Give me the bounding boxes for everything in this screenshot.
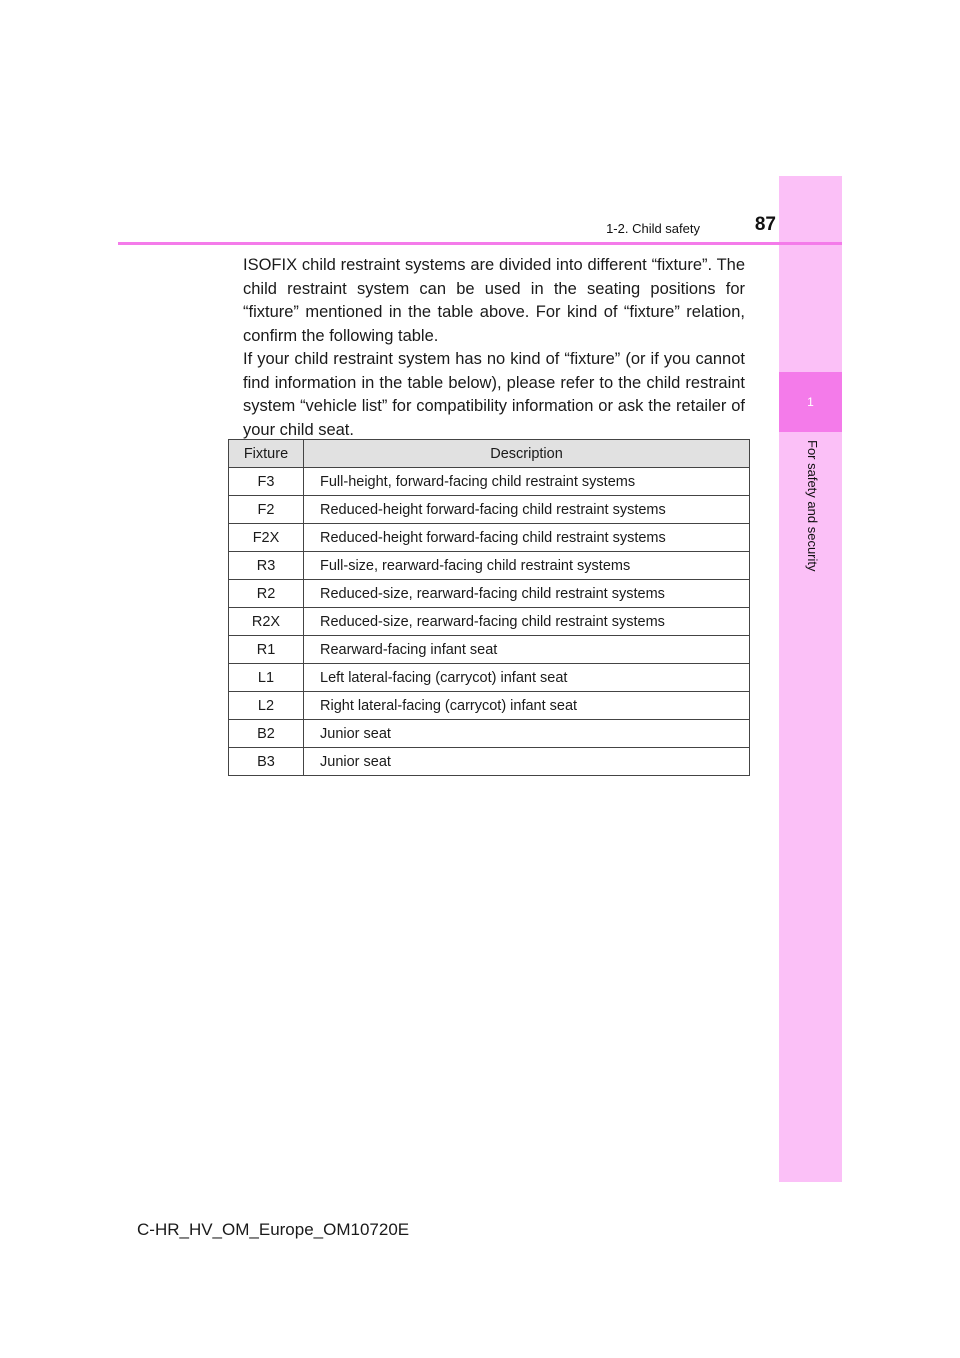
description-cell: Left lateral-facing (carrycot) infant seat [304, 664, 750, 692]
fixture-cell: L2 [229, 692, 304, 720]
fixture-cell: B2 [229, 720, 304, 748]
table-row [229, 524, 750, 552]
description-cell: Reduced-height forward-facing child restraint systems [304, 524, 750, 552]
description-cell: Right lateral-facing (carrycot) infant seat [304, 692, 750, 720]
description-cell: Reduced-height forward-facing child restraint systems [304, 496, 750, 524]
fixture-cell: R2 [229, 580, 304, 608]
footer-document-id: C-HR_HV_OM_Europe_OM10720E [137, 1220, 410, 1239]
description-cell: Reduced-size, rearward-facing child restraint systems [304, 580, 750, 608]
fixture-cell: F2 [229, 496, 304, 524]
fixture-cell: L1 [229, 664, 304, 692]
table-row [229, 580, 750, 608]
paragraph: ISOFIX child restraint systems are divided into different “fixture”. The child restraint system can be used in the seating positions for “fixture” mentioned in the table above. For kind of “fixture” relation, confirm the following table. [243, 256, 745, 345]
column-header-fixture: Fixture [229, 440, 304, 468]
paragraph: If your child restraint system has no kind of “fixture” (or if you cannot find information in the table below), please refer to the child restraint system “vehicle list” for compatibility information or ask the retailer of your child seat. [243, 350, 745, 439]
description-cell: Rearward-facing infant seat [304, 636, 750, 664]
description-cell: Reduced-size, rearward-facing child restraint systems [304, 608, 750, 636]
fixture-cell: R3 [229, 552, 304, 580]
description-cell: Junior seat [304, 720, 750, 748]
table-row [229, 748, 750, 776]
fixture-cell: R1 [229, 636, 304, 664]
fixture-cell: F2X [229, 524, 304, 552]
fixture-cell: R2X [229, 608, 304, 636]
table-row [229, 720, 750, 748]
chapter-side-tab [779, 176, 842, 1182]
description-cell: Full-size, rearward-facing child restraint systems [304, 552, 750, 580]
description-cell: Junior seat [304, 748, 750, 776]
table-row [229, 608, 750, 636]
fixture-cell: B3 [229, 748, 304, 776]
column-header-description: Description [304, 440, 750, 468]
fixture-table [228, 439, 750, 776]
page-number: 87 [754, 214, 776, 235]
table-row [229, 468, 750, 496]
table-row [229, 552, 750, 580]
body-text [243, 254, 745, 442]
table-header-row [229, 440, 750, 468]
description-cell: Full-height, forward-facing child restraint systems [304, 468, 750, 496]
table-row [229, 664, 750, 692]
section-title: 1-2. Child safety [606, 221, 700, 236]
table-row [229, 692, 750, 720]
fixture-cell: F3 [229, 468, 304, 496]
chapter-number: 1 [807, 395, 814, 409]
table-row [229, 636, 750, 664]
chapter-title: For safety and security [805, 440, 820, 572]
table-row [229, 496, 750, 524]
header-rule [118, 242, 842, 245]
